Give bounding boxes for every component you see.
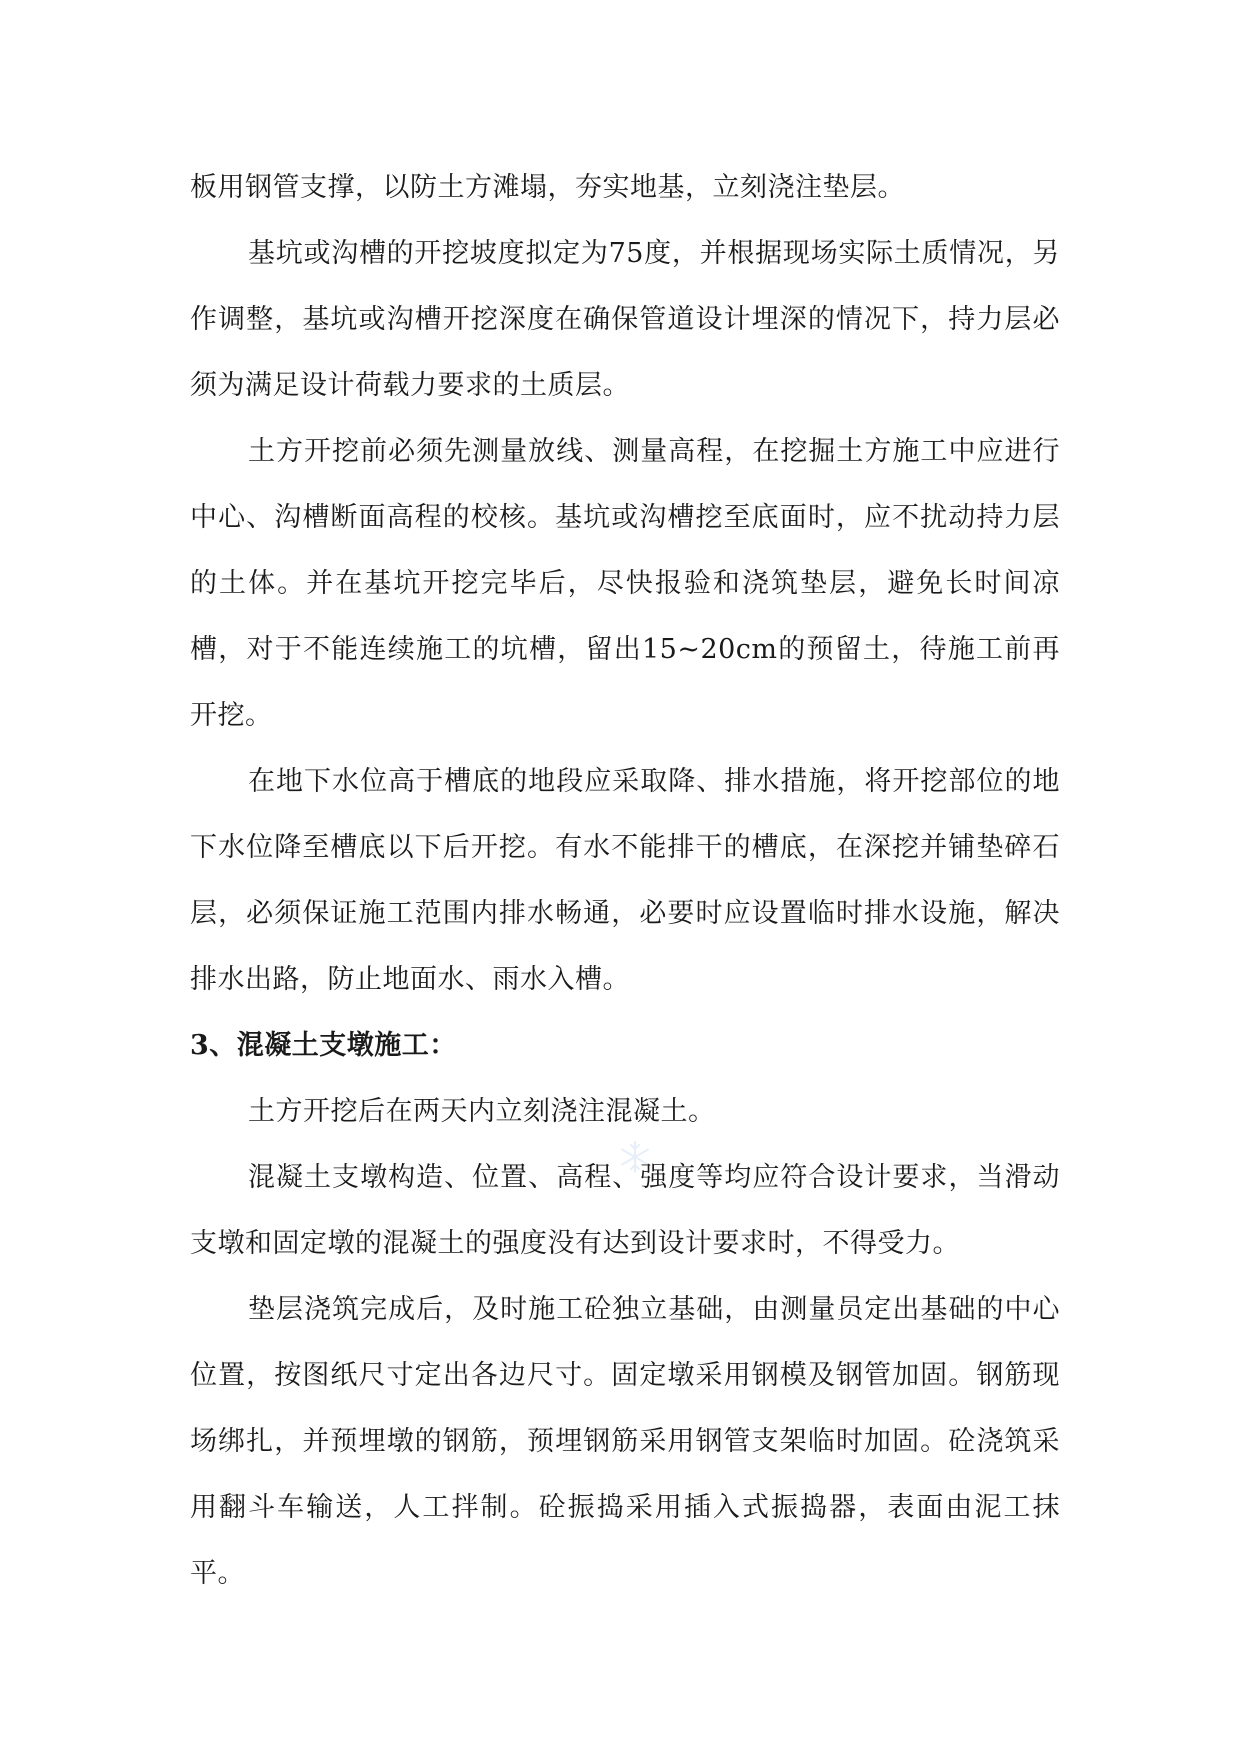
snowflake-icon [618,1140,652,1174]
paragraph-pour-concrete: 土方开挖后在两天内立刻浇注混凝土。 [248,1096,716,1127]
paragraph-dewatering: 在地下水位高于槽底的地段应采取降、排水措施，将开挖部位的地下水位降至槽底以下后开挖。有水不能排干的槽底，在深挖并铺垫碎石层，必须保证施工范围内排水畅通，必要时应设置临时排水设施，解决排水出路，防止地面水、雨水入槽。 [190,766,1060,995]
paragraph-survey-layout: 土方开挖前必须先测量放线、测量高程，在挖掘土方施工中应进行中心、沟槽断面高程的校核。基坑或沟槽挖至底面时，应不扰动持力层的土体。并在基坑开挖完毕后，尽快报验和浇筑垫层，避免长时间凉槽，对于不能连续施工的坑槽，留出15~20cm的预留土，待施工前再开挖。 [190,436,1060,731]
section-heading: 3、混凝土支墩施工： [190,1030,457,1061]
paragraph-foundation-construction: 垫层浇筑完成后，及时施工砼独立基础，由测量员定出基础的中心位置，按图纸尺寸定出各边尺寸。固定墩采用钢模及钢管加固。钢筋现场绑扎，并预埋墩的钢筋，预埋钢筋采用钢管支架临时加固。砼浇筑采用翻斗车输送，人工拌制。砼振捣采用插入式振捣器，表面由泥工抹平。 [190,1294,1060,1589]
paragraph-excavation-slope: 基坑或沟槽的开挖坡度拟定为75度，并根据现场实际土质情况，另作调整，基坑或沟槽开挖深度在确保管道设计埋深的情况下，持力层必须为满足设计荷载力要求的土质层。 [190,238,1060,401]
document-body [190,155,1060,1607]
paragraph-pier-requirements: 混凝土支墩构造、位置、高程、强度等均应符合设计要求，当滑动支墩和固定墩的混凝土的强度没有达到设计要求时，不得受力。 [190,1162,1060,1259]
paragraph-continuation: 板用钢管支撑，以防土方滩塌，夯实地基，立刻浇注垫层。 [190,172,905,203]
